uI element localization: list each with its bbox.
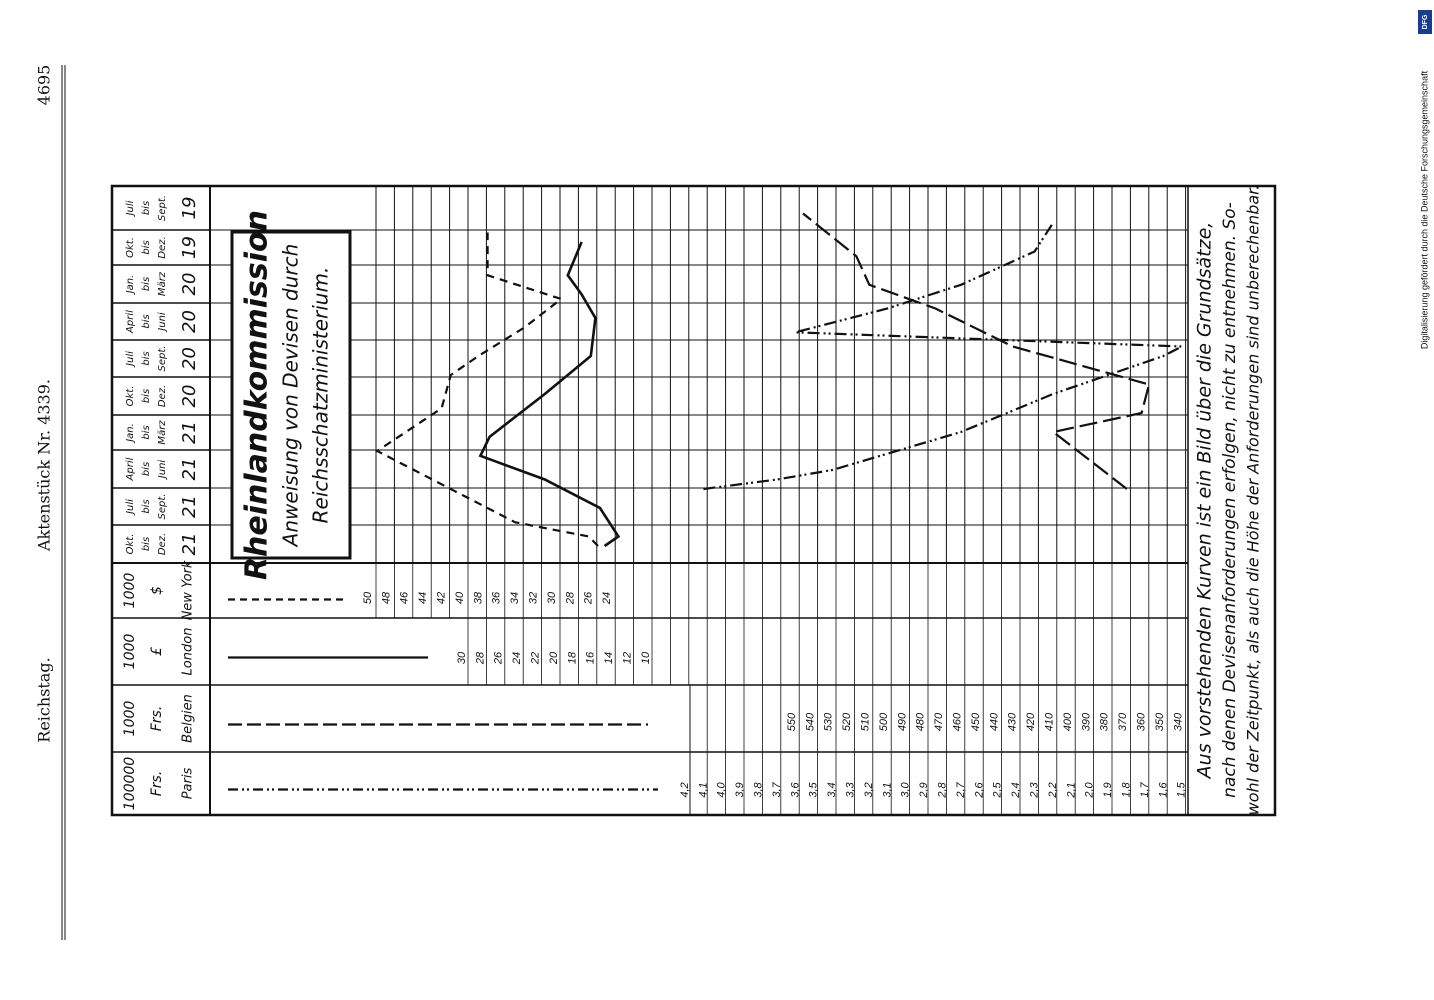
period-label-month: Jan. bbox=[125, 423, 136, 442]
scale-label-newyork: 38 bbox=[472, 591, 485, 605]
scale-label-belgien: 340 bbox=[1172, 712, 1185, 732]
period-label-month-end: März bbox=[157, 420, 168, 445]
scale-label-london: 22 bbox=[529, 651, 542, 665]
scale-label-paris: 3,0 bbox=[899, 782, 912, 798]
chart-subtitle-2: Reichsschatzministerium. bbox=[308, 266, 333, 524]
period-label-year: 20 bbox=[179, 272, 200, 296]
currency-header-amount: 1000 bbox=[122, 572, 138, 609]
period-label-year: 19 bbox=[179, 236, 200, 259]
scale-label-belgien: 510 bbox=[859, 712, 872, 732]
period-label-year: 21 bbox=[179, 532, 200, 556]
series-line-paris bbox=[703, 223, 1181, 489]
period-label-year: 20 bbox=[179, 384, 200, 408]
period-label-month: April bbox=[125, 457, 136, 481]
scale-label-belgien: 550 bbox=[785, 712, 798, 732]
scale-label-paris: 1,9 bbox=[1102, 782, 1115, 798]
period-label-month: Juli bbox=[125, 351, 136, 366]
scale-label-paris: 2,4 bbox=[1010, 782, 1023, 798]
scale-label-london: 12 bbox=[621, 651, 634, 665]
period-label-year: 21 bbox=[179, 495, 200, 518]
period-label-bis: bis bbox=[141, 276, 152, 292]
period-label-month: April bbox=[125, 310, 136, 333]
header-center: Aktenstück Nr. 4339. bbox=[34, 378, 54, 552]
scale-label-paris: 3,8 bbox=[752, 782, 765, 798]
scale-label-paris: 2,1 bbox=[1065, 782, 1078, 798]
scale-label-belgien: 400 bbox=[1061, 712, 1074, 732]
period-label-bis: bis bbox=[141, 425, 152, 440]
scale-label-paris: 1,6 bbox=[1157, 782, 1170, 798]
period-label-month: Okt. bbox=[125, 385, 136, 407]
scale-label-belgien: 430 bbox=[1006, 712, 1019, 732]
period-label-month-end: Dez. bbox=[157, 384, 168, 408]
period-label-bis: bis bbox=[141, 314, 152, 329]
dfg-logo-text: DFG bbox=[1421, 14, 1429, 30]
scale-label-paris: 3,2 bbox=[862, 782, 875, 798]
period-label-year: 21 bbox=[179, 457, 200, 481]
period-label-bis: bis bbox=[141, 240, 152, 255]
currency-header-amount: 1000 bbox=[122, 633, 138, 670]
scale-label-newyork: 24 bbox=[601, 591, 614, 605]
scale-label-paris: 2,6 bbox=[973, 782, 986, 798]
scale-label-newyork: 36 bbox=[490, 591, 503, 605]
scale-label-belgien: 460 bbox=[951, 712, 964, 732]
scale-label-newyork: 48 bbox=[380, 591, 393, 605]
scale-label-belgien: 380 bbox=[1098, 712, 1111, 732]
chart-subtitle-1: Anweisung von Devisen durch bbox=[278, 243, 303, 547]
scale-label-newyork: 42 bbox=[435, 591, 448, 605]
scale-label-newyork: 50 bbox=[361, 591, 374, 605]
footnote-line-1: Aus vorstehenden Kurven ist ein Bild über die Grundsätze, bbox=[1193, 221, 1216, 779]
period-label-month: Okt. bbox=[125, 533, 136, 555]
scale-label-newyork: 28 bbox=[564, 591, 577, 605]
period-label-month: Jan. bbox=[125, 274, 136, 294]
period-label-month-end: Dez. bbox=[157, 532, 168, 556]
scale-label-london: 18 bbox=[566, 651, 579, 665]
scale-label-paris: 3,4 bbox=[826, 782, 839, 798]
scale-label-belgien: 390 bbox=[1080, 712, 1093, 732]
currency-header-unit: Frs. bbox=[149, 770, 165, 797]
period-label-month: Okt. bbox=[125, 237, 136, 258]
period-label-month-end: März bbox=[157, 271, 168, 297]
scale-label-newyork: 26 bbox=[582, 591, 595, 605]
scale-label-paris: 3,3 bbox=[844, 782, 857, 798]
period-label-year: 19 bbox=[179, 196, 200, 220]
scale-label-paris: 2,0 bbox=[1083, 782, 1096, 798]
scale-label-belgien: 370 bbox=[1117, 712, 1130, 732]
series-line-newyork bbox=[377, 233, 598, 547]
chart-title: Rheinlandkommission bbox=[239, 209, 275, 581]
scale-label-belgien: 450 bbox=[969, 712, 982, 732]
scale-label-belgien: 360 bbox=[1135, 712, 1148, 732]
period-label-month-end: Dez. bbox=[157, 236, 168, 259]
scale-label-paris: 3,1 bbox=[881, 782, 894, 798]
scale-label-belgien: 490 bbox=[896, 712, 909, 732]
period-label-month-end: Juni bbox=[157, 312, 168, 331]
footnote-line-2: nach denen Devisenanforderungen erfolgen, nicht zu entnehmen. So- bbox=[1220, 202, 1240, 798]
scale-label-belgien: 540 bbox=[804, 712, 817, 732]
currency-header-place: Paris bbox=[180, 767, 196, 800]
scale-label-belgien: 350 bbox=[1153, 712, 1166, 732]
period-label-month-end: Juni bbox=[157, 459, 168, 479]
scale-label-paris: 3,9 bbox=[734, 782, 747, 798]
scale-label-paris: 2,3 bbox=[1028, 782, 1041, 798]
scale-label-belgien: 480 bbox=[914, 712, 927, 732]
currency-header-place: Belgien bbox=[180, 694, 196, 743]
period-label-bis: bis bbox=[141, 499, 152, 514]
period-label-month-end: Sept. bbox=[157, 345, 168, 372]
scale-label-paris: 2,9 bbox=[918, 782, 931, 798]
scale-label-belgien: 440 bbox=[988, 712, 1001, 732]
scale-label-newyork: 32 bbox=[527, 591, 540, 605]
scale-label-paris: 3,7 bbox=[770, 782, 783, 798]
period-label-month: Juli bbox=[125, 499, 136, 514]
scale-label-paris: 1,5 bbox=[1175, 782, 1188, 798]
scale-label-paris: 3,5 bbox=[807, 782, 820, 798]
header-left: Reichstag. bbox=[34, 657, 54, 743]
scale-label-paris: 2,7 bbox=[954, 782, 967, 798]
scale-label-belgien: 530 bbox=[822, 712, 835, 732]
scale-label-belgien: 470 bbox=[933, 712, 946, 732]
period-label-bis: bis bbox=[141, 388, 152, 404]
scale-label-paris: 3,6 bbox=[789, 782, 802, 798]
scale-label-paris: 2,2 bbox=[1046, 782, 1059, 798]
scale-label-newyork: 34 bbox=[509, 591, 522, 605]
scale-label-belgien: 500 bbox=[877, 712, 890, 732]
period-label-bis: bis bbox=[141, 351, 152, 366]
scale-label-paris: 1,8 bbox=[1120, 782, 1133, 798]
scale-label-london: 14 bbox=[603, 651, 616, 665]
currency-header-place: New York bbox=[180, 560, 196, 621]
period-label-year: 20 bbox=[179, 310, 200, 333]
currency-header-amount: 100000 bbox=[122, 756, 138, 811]
scale-label-belgien: 410 bbox=[1043, 712, 1056, 732]
scale-label-paris: 4,2 bbox=[678, 782, 691, 798]
series-line-london bbox=[480, 242, 618, 546]
period-label-year: 20 bbox=[179, 347, 200, 370]
period-label-year: 21 bbox=[179, 421, 200, 444]
period-label-bis: bis bbox=[141, 200, 152, 216]
scale-label-paris: 2,5 bbox=[991, 782, 1004, 798]
period-label-month: Juli bbox=[125, 200, 136, 216]
scale-label-paris: 4,0 bbox=[715, 782, 728, 798]
scale-label-newyork: 40 bbox=[453, 591, 466, 605]
side-credit: Digitalisierung gefördert durch die Deutsche Forschungsgemeinschaft bbox=[1419, 70, 1430, 350]
scale-label-paris: 2,8 bbox=[936, 782, 949, 798]
footnote-line-3: wohl der Zeitpunkt, als auch die Höhe der Anforderungen sind unberechenbar. bbox=[1243, 184, 1263, 816]
scale-label-london: 26 bbox=[492, 651, 505, 665]
currency-header-unit: Frs. bbox=[149, 705, 165, 732]
scale-label-london: 20 bbox=[547, 651, 560, 665]
scale-label-newyork: 44 bbox=[417, 591, 430, 605]
scale-label-belgien: 520 bbox=[841, 712, 854, 732]
scale-label-newyork: 46 bbox=[398, 591, 411, 605]
period-label-bis: bis bbox=[141, 536, 152, 552]
scale-label-london: 30 bbox=[455, 651, 468, 665]
period-label-month-end: Sept. bbox=[157, 195, 168, 221]
currency-header-unit: £ bbox=[149, 647, 165, 656]
scale-label-london: 10 bbox=[639, 651, 652, 665]
scale-label-belgien: 420 bbox=[1025, 712, 1038, 732]
scale-label-newyork: 30 bbox=[545, 591, 558, 605]
period-label-month-end: Sept. bbox=[157, 493, 168, 520]
currency-header-place: London bbox=[180, 627, 196, 676]
scale-label-london: 24 bbox=[511, 651, 524, 665]
currency-header-amount: 1000 bbox=[122, 700, 138, 737]
scale-label-london: 28 bbox=[474, 651, 487, 665]
page-number: 4695 bbox=[34, 64, 54, 106]
currency-header-unit: $ bbox=[149, 586, 165, 595]
scale-label-paris: 4,1 bbox=[697, 782, 710, 798]
scale-label-london: 16 bbox=[584, 651, 597, 665]
period-label-bis: bis bbox=[141, 461, 152, 477]
scale-label-paris: 1,7 bbox=[1138, 782, 1151, 798]
